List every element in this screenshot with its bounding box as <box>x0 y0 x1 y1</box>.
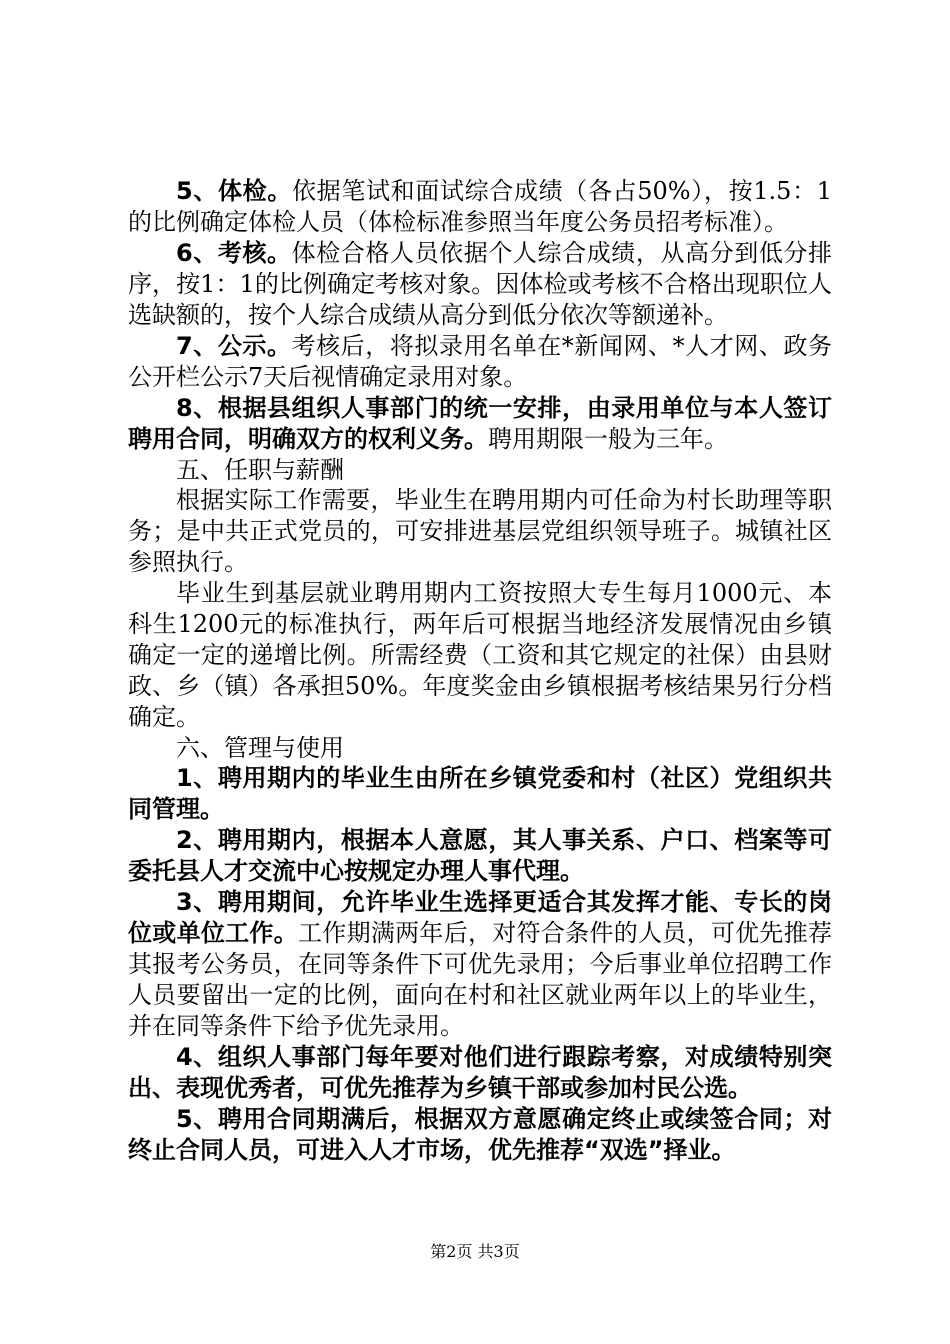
paragraph-text: 体检合格人员依据个人综合成绩，从高分到低分排序，按1：1的比例确定考核对象。因体检或考核不合格出现职位人选缺额的，按个人综合成绩从高分到低分依次等额递补。 <box>128 239 832 329</box>
paragraph-lead: 6、考核。 <box>176 239 292 267</box>
paragraph-lead: 5、聘用合同期满后，根据双方意愿确定终止或续签合同；对终止合同人员，可进入人才市场，优先推荐“双选”择业。 <box>128 1105 832 1164</box>
section-heading-appointment-salary: 五、任职与薪酬 <box>176 456 344 484</box>
paragraph-text: 考核后，将拟录用名单在*新闻网、*人才网、政务公开栏公示7天后视情确定录用对象。 <box>128 332 833 391</box>
paragraph-lead: 4、组织人事部门每年要对他们进行跟踪考察，对成绩特别突出、表现优秀者，可优先推荐为乡镇干部或参加村民公选。 <box>128 1043 832 1102</box>
section-heading-management: 六、管理与使用 <box>176 734 344 762</box>
paragraph-text: 根据实际工作需要，毕业生在聘用期内可任命为村长助理等职务；是中共正式党员的，可安排进基层党组织领导班子。城镇社区参照执行。 <box>128 486 832 576</box>
paragraph-text: 聘用期限一般为三年。 <box>488 425 728 453</box>
paragraph-lead: 2、聘用期内，根据本人意愿，其人事关系、户口、档案等可委托县人才交流中心按规定办理人事代理。 <box>128 826 832 885</box>
paragraph-management-1 <box>128 763 832 825</box>
paragraph-text: 依据笔试和面试综合成绩（各占50%），按1.5：1的比例确定体检人员（体检标准参照当年度公务员招考标准）。 <box>128 177 833 236</box>
paragraph-management-5 <box>128 1104 832 1166</box>
paragraph-lead: 7、公示。 <box>176 332 292 360</box>
paragraph-text: 工作期满两年后，对符合条件的人员，可优先推荐其报考公务员，在同等条件下可优先录用；今后事业单位招聘工作人员要留出一定的比例，面向在村和社区就业两年以上的毕业生，并在同等条件下给予优先录用。 <box>128 919 832 1040</box>
paragraph-lead: 5、体检。 <box>176 177 293 205</box>
paragraph-salary <box>128 578 832 733</box>
paragraph-lead: 3、聘用期间，允许毕业生选择更适合其发挥才能、专长的岗位或单位工作。 <box>128 888 832 947</box>
paragraph-management-3 <box>128 887 832 1042</box>
paragraph-lead: 1、聘用期内的毕业生由所在乡镇党委和村（社区）党组织共同管理。 <box>128 764 832 823</box>
paragraph-appointment <box>128 485 832 578</box>
paragraph-management-4 <box>128 1042 832 1104</box>
document-body <box>128 176 832 1166</box>
paragraph-publicity <box>128 331 832 393</box>
paragraph-lead: 8、根据县组织人事部门的统一安排，由录用单位与本人签订聘用合同，明确双方的权利义务。 <box>128 394 832 453</box>
paragraph-management-2 <box>128 825 832 887</box>
paragraph-assessment <box>128 238 832 331</box>
paragraph-text: 毕业生到基层就业聘用期内工资按照大专生每月1000元、本科生1200元的标准执行，两年后可根据当地经济发展情况由乡镇确定一定的递增比例。所需经费（工资和其它规定的社保）由县财政、乡（镇）各承担50%。年度奖金由乡镇根据考核结果另行分档确定。 <box>128 579 832 731</box>
paragraph-physical-exam <box>128 176 832 238</box>
page-footer: 第2页 共3页 <box>430 1242 520 1261</box>
paragraph-contract <box>128 393 832 455</box>
